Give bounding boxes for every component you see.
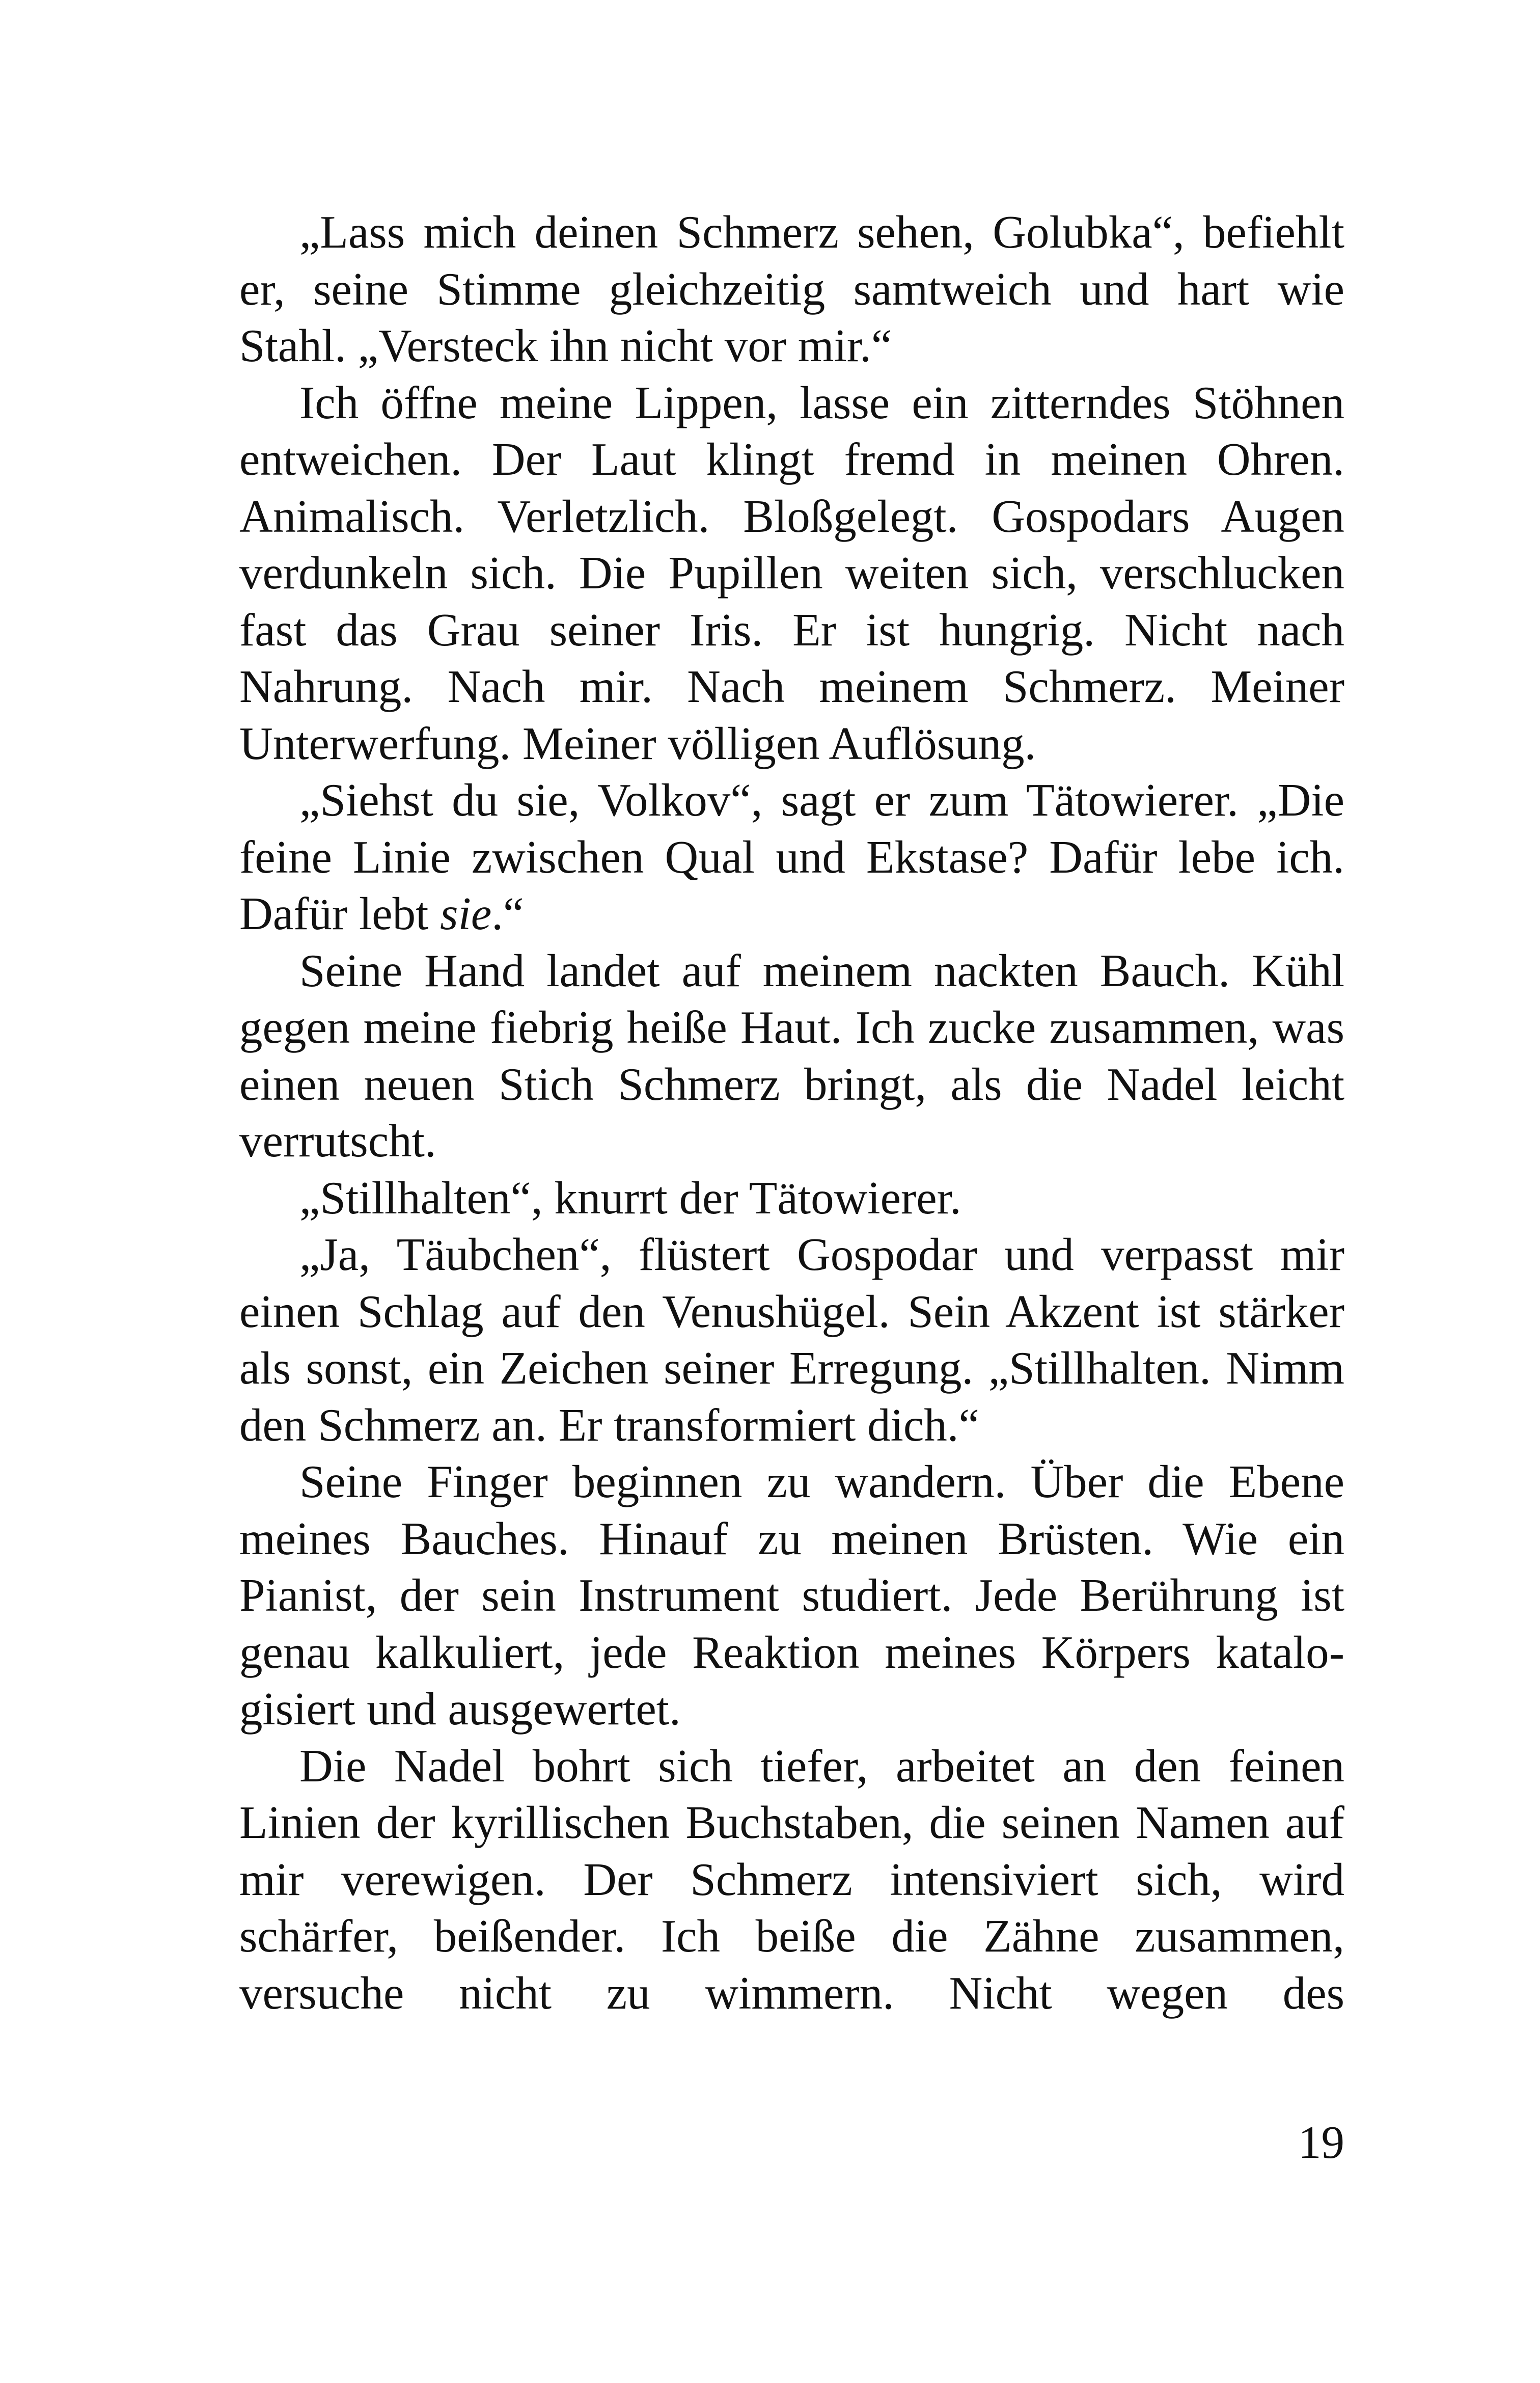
- paragraph-text: .“: [491, 888, 524, 939]
- page-number: 19: [1298, 2117, 1344, 2168]
- paragraph-text: Ich öffne meine Lippen, lasse ein zitterndes Stöhnen entweichen. Der Laut klingt fremd in meinen Ohren. Animalisch. Verletzlich. Bloßgelegt. Gospodars Augen verdunkeln sich. Die Pupillen weiten sich, verschlucken fast das Grau seiner Iris. Er ist hungrig. Nicht nach Nahrung. Nach mir. Nach meinem Schmerz. Meiner Unterwerfung. Meiner völligen Auflösung.: [239, 376, 1344, 769]
- paragraph: [239, 374, 1344, 772]
- paragraph-text: „Siehst du sie, Volkov“, sagt er zum Tätowierer. „Die feine Linie zwischen Qual und Ekstase? Dafür lebe ich. Dafür lebt: [239, 774, 1344, 939]
- paragraph: [239, 772, 1344, 942]
- paragraph: [239, 1738, 1344, 2022]
- paragraph: [239, 204, 1344, 374]
- paragraph: [239, 1170, 1344, 1227]
- paragraph-text: Die Nadel bohrt sich tiefer, arbeitet an den feinen Linien der kyrillischen Buchstaben, die seinen Namen auf mir verewigen. Der Schmerz intensiviert sich, wird schärfer, beißender. Ich beiße die Zähne zusammen, versuche nicht zu wimmern. Nicht wegen des: [239, 1740, 1344, 2019]
- paragraph-text: „Stillhalten“, knurrt der Tätowierer.: [299, 1172, 961, 1224]
- paragraph-text: Seine Finger beginnen zu wandern. Über die Ebene meines Bauches. Hinauf zu meinen Brüsten. Wie ein Pianist, der sein Instrument studiert. Jede Berührung ist genau kalkuliert, jede Reaktion meines Körpers katalogisiert und ausgewertet.: [239, 1456, 1344, 1735]
- paragraph-text: „Ja, Täubchen“, flüstert Gospodar und verpasst mir einen Schlag auf den Venushügel. Sein Akzent ist stärker als sonst, ein Zeichen seiner Erregung. „Stillhalten. Nimm den Schmerz an. Er transformiert dich.“: [239, 1229, 1344, 1451]
- paragraph: [239, 1226, 1344, 1453]
- italic-text: sie: [440, 888, 492, 939]
- paragraph-text: „Lass mich deinen Schmerz sehen, Golubka“, befiehlt er, seine Stimme gleichzeitig samtweich und hart wie Stahl. „Versteck ihn nicht vor mir.“: [239, 206, 1344, 371]
- paragraph: [239, 1453, 1344, 1738]
- paragraph: [239, 942, 1344, 1170]
- body-text: [239, 204, 1344, 2021]
- paragraph-text: Seine Hand landet auf meinem nackten Bauch. Kühl gegen meine fiebrig heiße Haut. Ich zucke zusammen, was einen neuen Stich Schmerz bringt, als die Nadel leicht verrutscht.: [239, 944, 1344, 1167]
